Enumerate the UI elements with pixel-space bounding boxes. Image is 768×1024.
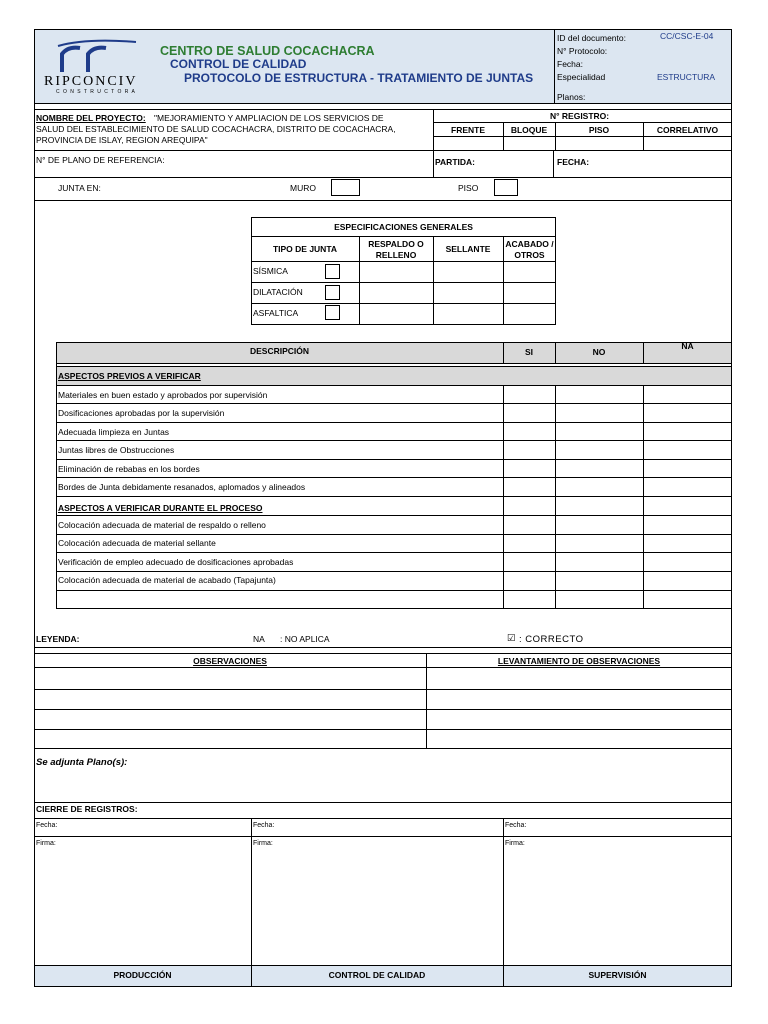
specs-row-sismica: SÍSMICA	[253, 266, 288, 276]
specs-row-dilatacion: DILATACIÓN	[253, 287, 303, 297]
cierre-title: CIERRE DE REGISTROS:	[36, 804, 138, 814]
specs-row-asfaltica: ASFALTICA	[253, 308, 299, 318]
specs-col-acabado-1: ACABADO /	[505, 239, 554, 249]
planos-label: Planos:	[557, 92, 586, 102]
registro-col-piso: PISO	[588, 125, 610, 135]
header-fecha-label: Fecha:	[557, 59, 583, 69]
legend-label: LEYENDA:	[36, 634, 80, 644]
doc-id-label: ID del documento:	[557, 33, 626, 43]
legend-na-text: : NO APLICA	[280, 634, 330, 644]
checklist-table	[56, 342, 732, 609]
checklist-item: Materiales en buen estado y aprobados por supervisión	[58, 390, 268, 400]
registro-col-correlativo: CORRELATIVO	[656, 125, 719, 135]
levantamiento-title: LEVANTAMIENTO DE OBSERVACIONES	[497, 656, 661, 666]
checklist-col-si: SI	[524, 347, 534, 357]
muro-checkbox[interactable]	[331, 179, 360, 196]
sismica-checkbox[interactable]	[325, 264, 340, 279]
specs-col-tipo: TIPO DE JUNTA	[272, 244, 338, 254]
checklist-item: Dosificaciones aprobadas por la supervisión	[58, 408, 225, 418]
checklist-col-desc: DESCRIPCIÓN	[249, 346, 310, 356]
especialidad-label: Especialidad	[557, 72, 606, 82]
checklist-col-no: NO	[592, 347, 606, 357]
registro-col-frente: FRENTE	[451, 125, 485, 135]
checklist-col-na: NA	[681, 341, 694, 351]
specs-col-sellante: SELLANTE	[445, 244, 491, 254]
role-control-calidad: CONTROL DE CALIDAD	[328, 970, 426, 980]
protocolo-label: N° Protocolo:	[557, 46, 608, 56]
project-name-line1: "MEJORAMIENTO Y AMPLIACION DE LOS SERVICIOS DE	[154, 113, 384, 123]
project-name-line2: SALUD DEL ESTABLECIMIENTO DE SALUD COCACHACRA, DISTRITO DE COCACHACRA,	[36, 124, 396, 134]
piso-label: PISO	[458, 183, 479, 193]
section1-title: ASPECTOS PREVIOS A VERIFICAR	[58, 371, 201, 381]
checklist-item: Colocación adecuada de material de acabado (Tapajunta)	[58, 575, 276, 585]
partida-label: PARTIDA:	[435, 157, 475, 167]
plano-referencia-label: N° DE PLANO DE REFERENCIA:	[36, 155, 165, 165]
fecha-control: Fecha:	[253, 822, 275, 829]
checklist-item: Eliminación de rebabas en los bordes	[58, 464, 200, 474]
firma-supervision: Firma:	[505, 840, 525, 847]
checklist-item: Colocación adecuada de material de respaldo o relleno	[58, 520, 266, 530]
fecha-supervision: Fecha:	[505, 822, 527, 829]
junta-en-label: JUNTA EN:	[58, 183, 101, 193]
section2-title: ASPECTOS A VERIFICAR DURANTE EL PROCESO	[58, 503, 263, 513]
project-name-line3: PROVINCIA DE ISLAY, REGION AREQUIPA"	[36, 135, 208, 145]
checklist-item: Adecuada limpieza en Juntas	[58, 427, 170, 437]
checklist-item: Juntas libres de Obstrucciones	[58, 445, 175, 455]
asfaltica-checkbox[interactable]	[325, 305, 340, 320]
adjunta-plano-label: Se adjunta Plano(s):	[36, 757, 128, 768]
firma-produccion: Firma:	[36, 840, 56, 847]
header-title-protocol: PROTOCOLO DE ESTRUCTURA - TRATAMIENTO DE JUNTAS	[184, 71, 534, 85]
specs-col-acabado-2: OTROS	[514, 250, 545, 260]
fecha-produccion: Fecha:	[36, 822, 58, 829]
ripconciv-logo-icon	[46, 38, 146, 78]
header-title-center: CENTRO DE SALUD COCACHACRA	[160, 44, 375, 58]
especialidad-value: ESTRUCTURA	[657, 72, 716, 82]
specs-col-respaldo-1: RESPALDO O	[368, 239, 424, 249]
specs-col-respaldo-2: RELLENO	[375, 250, 417, 260]
muro-label: MURO	[290, 183, 316, 193]
check-icon: ☑	[507, 633, 516, 644]
header-title-control: CONTROL DE CALIDAD	[170, 57, 307, 71]
legend-na: NA	[253, 634, 265, 644]
doc-id-value: CC/CSC-E-04	[660, 31, 714, 41]
observaciones-title: OBSERVACIONES	[193, 656, 267, 666]
role-supervision: SUPERVISIÓN	[588, 970, 647, 980]
fecha-label: FECHA:	[557, 157, 590, 167]
registro-label: N° REGISTRO:	[550, 111, 610, 121]
legend-correct-text: : CORRECTO	[519, 634, 584, 645]
firma-control: Firma:	[253, 840, 273, 847]
company-name: RIPCONCIV	[44, 74, 138, 89]
dilatacion-checkbox[interactable]	[325, 285, 340, 300]
checklist-item: Bordes de Junta debidamente resanados, aplomados y alineados	[58, 482, 306, 492]
checklist-item: Colocación adecuada de material sellante	[58, 538, 216, 548]
role-produccion: PRODUCCIÓN	[113, 970, 172, 980]
specs-title: ESPECIFICACIONES GENERALES	[334, 222, 473, 232]
checklist-item: Verificación de empleo adecuado de dosificaciones aprobadas	[58, 557, 294, 567]
company-subtitle: C O N S T R U C T O R A	[56, 89, 136, 95]
registro-col-bloque: BLOQUE	[510, 125, 548, 135]
project-name-label: NOMBRE DEL PROYECTO:	[36, 113, 146, 123]
piso-checkbox[interactable]	[494, 179, 518, 196]
